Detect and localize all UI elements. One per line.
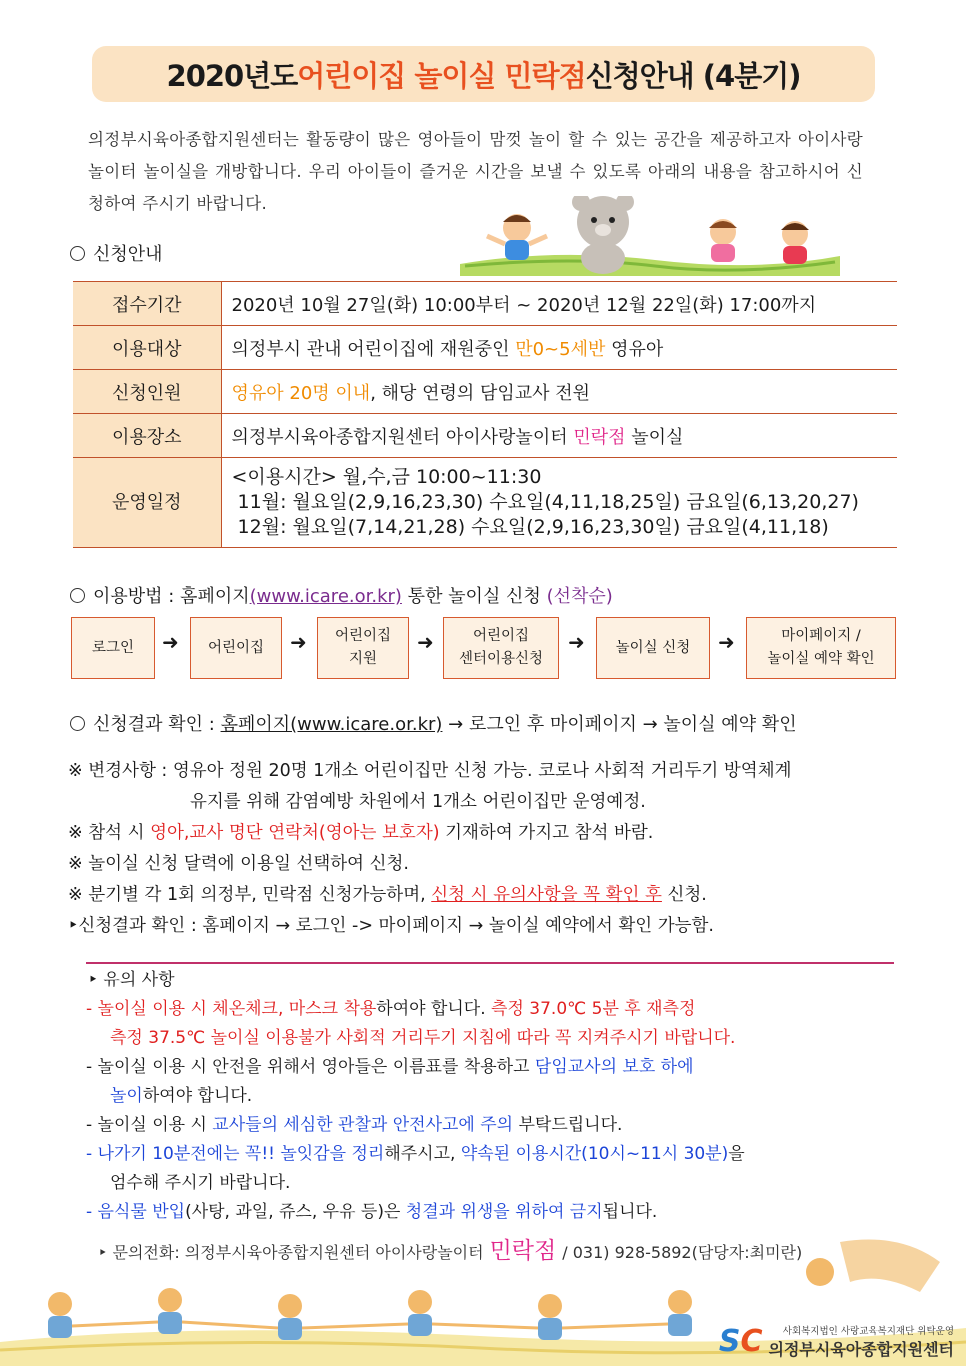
section-label: 이용방법 : 홈페이지: [93, 586, 250, 607]
section-text: [93, 710, 797, 736]
schedule-november: 11월: 월요일(2,9,16,23,30) 수요일(4,11,18,25일) 금요일(6,13,20,27): [231, 491, 859, 513]
notes-block: [68, 756, 898, 942]
value-text: 의정부시육아종합지원센터 아이사랑놀이터: [231, 426, 574, 448]
application-info-table: [73, 281, 897, 548]
caution-item-4-cont: 엄수해 주시기 바랍니다.: [110, 1173, 291, 1193]
flow-line: 센터이용신청: [458, 651, 544, 667]
value-highlight: 민락점: [573, 426, 626, 448]
caution-text: 을: [728, 1144, 745, 1164]
note-calendar: ※ 놀이실 신청 달력에 이용일 선택하여 신청.: [68, 854, 409, 874]
note-text: 신청.: [661, 885, 707, 905]
arrow-right-icon: ➜: [417, 630, 434, 654]
caution-item-4: [86, 1140, 894, 1169]
logo-name: 의정부시육아종합지원센터: [768, 1340, 954, 1359]
title-highlight: 어린이집 놀이실 민락점: [297, 58, 586, 93]
note-text: 기재하여 가지고 참석 바람.: [439, 823, 654, 843]
circle-bullet-icon: [70, 716, 85, 731]
contact-line: [98, 1232, 802, 1265]
flow-line: 로그인: [91, 639, 135, 656]
schedule-time: <이용시간> 월,수,금 10:00~11:30: [231, 466, 542, 488]
flow-line: 어린이집: [207, 639, 265, 656]
caution-item-5: [86, 1198, 894, 1227]
note-attendance: [68, 818, 898, 849]
caution-text: - 놀이실 이용 시 안전을 위해서 영아들은 이름표를 착용하고: [86, 1057, 535, 1077]
note-text: ※ 참석 시: [68, 823, 151, 843]
flow-step-center-apply: [443, 617, 559, 679]
caution-blue: 청결과 위생을 위하여 금지: [405, 1202, 603, 1222]
caution-block: [86, 962, 894, 1227]
flow-step-login: [71, 617, 155, 679]
contact-branch: 민락점: [489, 1238, 557, 1264]
homepage-link[interactable]: (www.icare.or.kr): [249, 586, 402, 607]
flow-step-daycare-support: [317, 617, 409, 679]
section-label: 통한 놀이실 신청: [401, 586, 547, 607]
flow-step-daycare: [190, 617, 282, 679]
section-result-check: [70, 710, 797, 736]
caution-red: - 놀이실 이용 시 체온체크, 마스크 착용: [86, 999, 377, 1019]
caution-text: 하여야 합니다.: [376, 999, 492, 1019]
row-value: [221, 414, 897, 458]
value-text: 의정부시 관내 어린이집에 재원중인: [231, 338, 516, 360]
value-text: , 해당 연령의 담임교사 전원: [370, 382, 591, 404]
arrow-right-icon: ➜: [290, 630, 307, 654]
row-label: 운영일정: [73, 458, 221, 548]
first-come-badge: (선착순): [546, 586, 613, 607]
note-text: ※ 분기별 각 1회 의정부, 민락점 신청가능하며,: [68, 885, 432, 905]
caution-item-1: [86, 995, 894, 1024]
note-change-cont: 유지를 위해 감염예방 차원에서 1개소 어린이집만 운영예정.: [190, 792, 646, 812]
caution-text: 됩니다.: [602, 1202, 658, 1222]
kids-with-bear-illustration: [455, 196, 845, 278]
value-highlight: 만0~5세반: [515, 338, 606, 360]
row-value: [221, 458, 897, 548]
note-quarterly: [68, 880, 898, 911]
row-value: 2020년 10월 27일(화) 10:00부터 ~ 2020년 12월 22일(화) 17:00까지: [221, 282, 897, 326]
caution-text: 해주시고,: [384, 1144, 461, 1164]
row-value: [221, 370, 897, 414]
caution-text: (사탕, 과일, 쥬스, 우유 등)은: [185, 1202, 406, 1222]
flow-line: 놀이실 예약 확인: [767, 651, 875, 667]
caution-blue: - 음식물 반입: [86, 1202, 186, 1222]
row-label: 접수기간: [73, 282, 221, 326]
circle-bullet-icon: [70, 246, 85, 261]
caution-text: - 놀이실 이용 시: [86, 1115, 213, 1135]
circle-bullet-icon: [70, 588, 85, 603]
section-label: → 로그인 후 마이페이지 → 놀이실 예약 확인: [442, 714, 797, 735]
caution-blue: 교사들의 세심한 관찰과 안전사고에 주의: [212, 1115, 514, 1135]
note-result: ‣신청결과 확인 : 홈페이지 → 로그인 -> 마이페이지 → 놀이실 예약에서 확인 가능함.: [68, 916, 714, 936]
contact-text: ‣ 문의전화: 의정부시육아종합지원센터 아이사랑놀이터: [98, 1243, 484, 1262]
flow-step-playroom-apply: [596, 617, 710, 679]
value-text: 영유아: [605, 338, 664, 360]
flow-step-mypage: [746, 617, 896, 679]
arrow-right-icon: ➜: [568, 630, 585, 654]
section-label: 신청결과 확인 :: [93, 714, 221, 735]
row-label: 이용대상: [73, 326, 221, 370]
caution-text: 하여야 합니다.: [142, 1086, 253, 1106]
arrow-right-icon: ➜: [162, 630, 179, 654]
note-highlight: 영아,교사 명단 연락처(영아는 보호자): [150, 823, 440, 843]
section-text: [93, 582, 613, 608]
page-title: [92, 46, 875, 102]
row-label: 신청인원: [73, 370, 221, 414]
caution-blue: 약속된 이용시간(10시~11시 30분): [460, 1144, 729, 1164]
caution-title: ‣ 유의 사항: [88, 970, 175, 990]
note-change: ※ 변경사항 : 영유아 정원 20명 1개소 어린이집만 신청 가능. 코로나 사회적 거리두기 방역체계: [68, 761, 792, 781]
flow-line: 지원: [348, 651, 377, 667]
schedule-december: 12월: 월요일(7,14,21,28) 수요일(2,9,16,23,30일) 금요일(4,11,18): [231, 516, 829, 538]
logo-icon: SC: [718, 1324, 763, 1359]
flow-line: 어린이집: [472, 628, 529, 644]
caution-blue: 놀이: [110, 1086, 143, 1106]
caution-red: 측정 37.0℃ 5분 후 재측정: [491, 999, 696, 1019]
section-application-info: [70, 240, 163, 266]
caution-item-1-cont: 측정 37.5℃ 놀이실 이용불가 사회적 거리두기 지침에 따라 꼭 지켜주시기 바랍니다.: [110, 1028, 736, 1048]
table-row: [73, 326, 897, 370]
value-highlight: 영유아 20명 이내: [231, 382, 371, 404]
caution-text: 부탁드립니다.: [513, 1115, 623, 1135]
contact-phone: / 031) 928-5892(담당자:최미란): [562, 1243, 803, 1262]
intro-paragraph: 의정부시육아종합지원센터는 활동량이 많은 영아들이 맘껏 놀이 할 수 있는 공간을 제공하고자 아이사랑놀이터 놀이실을 개방합니다. 우리 아이들이 즐거운 시간을 보낼 수 있도록 아래의 내용을 참고하시어 신청하여 주시기 바랍니다.: [88, 130, 863, 213]
logo-small-text: 사회복지법인 사랑교육복지재단 위탁운영: [782, 1326, 954, 1337]
row-value: [221, 326, 897, 370]
caution-item-3: [86, 1111, 894, 1140]
arrow-right-icon: ➜: [718, 630, 735, 654]
caution-blue: 담임교사의 보호 하에: [534, 1057, 694, 1077]
caution-item-2-cont: [86, 1082, 894, 1111]
center-logo: [719, 1323, 954, 1360]
table-row: [73, 282, 897, 326]
title-pre: 2020년도: [166, 58, 298, 93]
flow-line: 어린이집: [334, 628, 392, 644]
title-post: 신청안내 (4분기): [585, 58, 801, 93]
note-highlight: 신청 시 유의사항을 꼭 확인 후: [431, 885, 662, 905]
caution-blue: - 나가기 10분전에는 꼭!! 놀잇감을 정리: [86, 1144, 385, 1164]
section-label: 신청안내: [93, 244, 163, 265]
caution-item-2: [86, 1053, 894, 1082]
table-row: [73, 458, 897, 548]
section-usage-method: [70, 582, 613, 608]
row-label: 이용장소: [73, 414, 221, 458]
table-row: [73, 370, 897, 414]
value-text: 놀이실: [625, 426, 684, 448]
homepage-link[interactable]: 홈페이지(www.icare.or.kr): [220, 714, 443, 735]
flow-line: 마이페이지 /: [781, 628, 861, 644]
table-row: [73, 414, 897, 458]
flow-line: 놀이실 신청: [615, 639, 691, 656]
